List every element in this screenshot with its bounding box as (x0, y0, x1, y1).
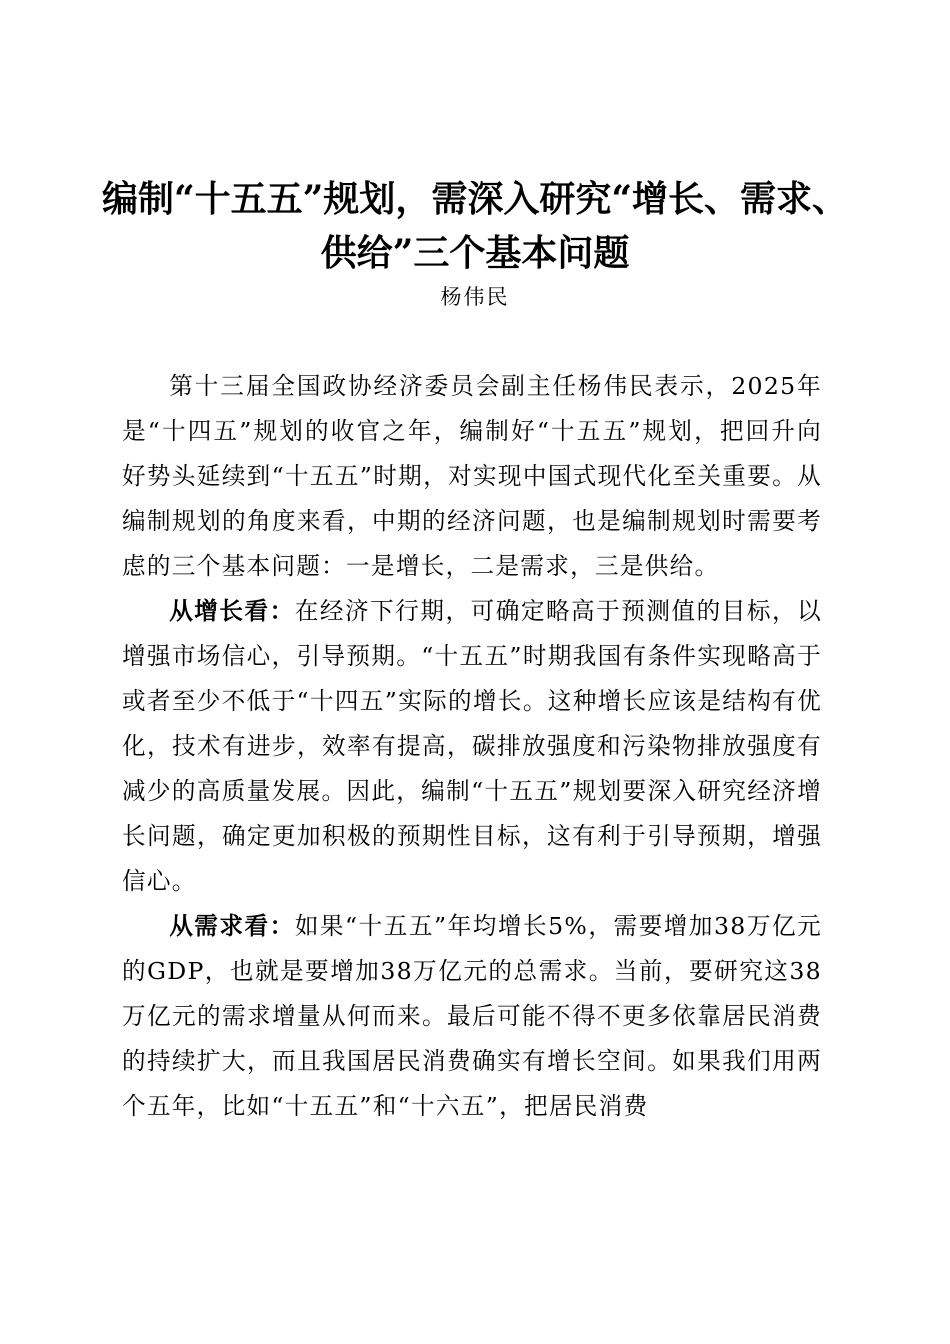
paragraph-growth (122, 589, 822, 904)
paragraph-intro (122, 364, 822, 589)
document-body (122, 364, 822, 1129)
paragraph-intro-text: 第十三届全国政协经济委员会副主任杨伟民表示，2025年是“十四五”规划的收官之年，编制好“十五五”规划，把回升向好势头延续到“十五五”时期，对实现中国式现代化至关重要。从编制规划的角度来看，中期的经济问题，也是编制规划时需要考虑的三个基本问题：一是增长，二是需求，三是供给。 (122, 372, 822, 580)
paragraph-demand (122, 904, 822, 1129)
paragraph-demand-lead: 从需求看： (169, 912, 295, 940)
paragraph-growth-lead: 从增长看： (169, 597, 295, 625)
paragraph-growth-text: 在经济下行期，可确定略高于预测值的目标，以增强市场信心，引导预期。“十五五”时期我国有条件实现略高于或者至少不低于“十四五”实际的增长。这种增长应该是结构有优化，技术有进步，效率有提高，碳排放强度和污染物排放强度有减少的高质量发展。因此，编制“十五五”规划要深入研究经济增长问题，确定更加积极的预期性目标，这有利于引导预期，增强信心。 (122, 597, 822, 895)
document-author: 杨伟民 (440, 285, 510, 309)
document-title: 编制“十五五”规划，需深入研究“增长、需求、供给”三个基本问题 (101, 178, 849, 274)
paragraph-demand-text: 如果“十五五”年均增长5%，需要增加38万亿元的GDP，也就是要增加38万亿元的总需求。当前，要研究这38万亿元的需求增量从何而来。最后可能不得不更多依靠居民消费的持续扩大，而且我国居民消费确实有增长空间。如果我们用两个五年，比如“十五五”和“十六五”，把居民消费 (122, 912, 822, 1120)
